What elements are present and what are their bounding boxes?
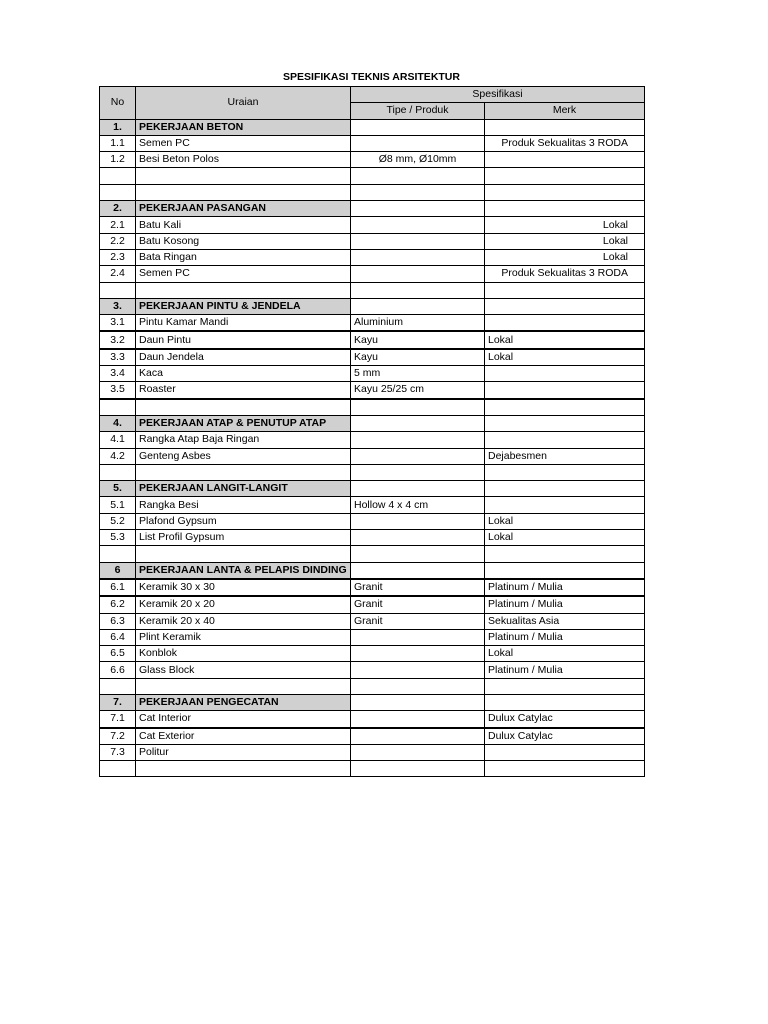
cell-tipe xyxy=(351,761,485,777)
cell-merk xyxy=(485,415,645,431)
cell-merk: Lokal xyxy=(485,513,645,529)
cell-uraian: Plint Keramik xyxy=(136,629,351,645)
cell-uraian: Konblok xyxy=(136,646,351,662)
cell-no: 7.3 xyxy=(100,744,136,760)
cell-uraian: Bata Ringan xyxy=(136,249,351,265)
header-merk: Merk xyxy=(485,103,645,119)
cell-tipe xyxy=(351,546,485,562)
header-tipe: Tipe / Produk xyxy=(351,103,485,119)
cell-tipe xyxy=(351,464,485,480)
cell-tipe xyxy=(351,744,485,760)
cell-no: 3.2 xyxy=(100,331,136,348)
cell-no: 3. xyxy=(100,298,136,314)
cell-merk xyxy=(485,152,645,168)
cell-merk: Lokal xyxy=(485,217,645,233)
cell-tipe xyxy=(351,694,485,710)
cell-tipe xyxy=(351,266,485,282)
cell-no: 1.1 xyxy=(100,135,136,151)
cell-uraian: Pintu Kamar Mandi xyxy=(136,315,351,332)
cell-no: 7.1 xyxy=(100,711,136,728)
cell-tipe xyxy=(351,119,485,135)
cell-no: 7.2 xyxy=(100,728,136,745)
cell-no: 5.3 xyxy=(100,530,136,546)
cell-uraian: PEKERJAAN PINTU & JENDELA xyxy=(136,298,351,314)
cell-no: 2.3 xyxy=(100,249,136,265)
cell-no: 4.2 xyxy=(100,448,136,464)
cell-merk: Sekualitas Asia xyxy=(485,613,645,629)
cell-uraian: Batu Kali xyxy=(136,217,351,233)
cell-uraian: Semen PC xyxy=(136,266,351,282)
cell-tipe xyxy=(351,282,485,298)
cell-no: 3.3 xyxy=(100,349,136,366)
section-row xyxy=(100,415,645,431)
cell-merk: Produk Sekualitas 3 RODA xyxy=(485,135,645,151)
cell-uraian xyxy=(136,464,351,480)
cell-merk: Lokal xyxy=(485,349,645,366)
cell-tipe: 5 mm xyxy=(351,366,485,382)
cell-tipe xyxy=(351,448,485,464)
table-row xyxy=(100,579,645,596)
table-row xyxy=(100,217,645,233)
cell-uraian: Keramik 20 x 20 xyxy=(136,596,351,613)
table-row xyxy=(100,513,645,529)
cell-uraian xyxy=(136,184,351,200)
table-row xyxy=(100,728,645,745)
cell-uraian: PEKERJAAN LANTA & PELAPIS DINDING xyxy=(136,562,351,579)
cell-no: 5.2 xyxy=(100,513,136,529)
cell-tipe xyxy=(351,728,485,745)
table-header xyxy=(100,87,645,120)
cell-no: 6.2 xyxy=(100,596,136,613)
cell-merk xyxy=(485,201,645,217)
cell-uraian xyxy=(136,399,351,416)
cell-uraian: Rangka Atap Baja Ringan xyxy=(136,432,351,448)
cell-uraian: PEKERJAAN LANGIT-LANGIT xyxy=(136,481,351,497)
table-row xyxy=(100,613,645,629)
blank-row xyxy=(100,184,645,200)
blank-row xyxy=(100,761,645,777)
cell-no: 7. xyxy=(100,694,136,710)
cell-no xyxy=(100,464,136,480)
cell-tipe xyxy=(351,249,485,265)
cell-merk: Lokal xyxy=(485,233,645,249)
table-row xyxy=(100,744,645,760)
cell-merk: Dulux Catylac xyxy=(485,728,645,745)
cell-tipe xyxy=(351,513,485,529)
header-no: No xyxy=(100,87,136,120)
cell-merk xyxy=(485,761,645,777)
table-row xyxy=(100,646,645,662)
cell-tipe xyxy=(351,530,485,546)
cell-uraian: Daun Pintu xyxy=(136,331,351,348)
cell-merk xyxy=(485,366,645,382)
cell-uraian: Glass Block xyxy=(136,662,351,678)
cell-merk: Platinum / Mulia xyxy=(485,579,645,596)
table-row xyxy=(100,382,645,399)
blank-row xyxy=(100,546,645,562)
cell-tipe xyxy=(351,432,485,448)
cell-no: 6.4 xyxy=(100,629,136,645)
cell-tipe xyxy=(351,233,485,249)
cell-uraian: Keramik 30 x 30 xyxy=(136,579,351,596)
cell-no xyxy=(100,678,136,694)
cell-uraian: Batu Kosong xyxy=(136,233,351,249)
cell-tipe: Ø8 mm, Ø10mm xyxy=(351,152,485,168)
section-row xyxy=(100,562,645,579)
cell-tipe xyxy=(351,135,485,151)
cell-uraian: Kaca xyxy=(136,366,351,382)
cell-uraian xyxy=(136,678,351,694)
cell-merk: Lokal xyxy=(485,249,645,265)
cell-merk xyxy=(485,282,645,298)
table-row xyxy=(100,152,645,168)
table-row xyxy=(100,662,645,678)
cell-no: 3.5 xyxy=(100,382,136,399)
cell-uraian: Semen PC xyxy=(136,135,351,151)
table-row xyxy=(100,596,645,613)
cell-merk: Platinum / Mulia xyxy=(485,629,645,645)
cell-uraian: Daun Jendela xyxy=(136,349,351,366)
cell-no: 6.3 xyxy=(100,613,136,629)
cell-no: 6.6 xyxy=(100,662,136,678)
cell-uraian: Politur xyxy=(136,744,351,760)
cell-tipe: Kayu 25/25 cm xyxy=(351,382,485,399)
table-row xyxy=(100,331,645,348)
cell-merk: Platinum / Mulia xyxy=(485,596,645,613)
cell-merk: Lokal xyxy=(485,530,645,546)
table-row xyxy=(100,629,645,645)
cell-uraian: Cat Interior xyxy=(136,711,351,728)
cell-merk xyxy=(485,497,645,513)
section-row xyxy=(100,694,645,710)
cell-no: 2.2 xyxy=(100,233,136,249)
cell-tipe xyxy=(351,298,485,314)
section-row xyxy=(100,298,645,314)
cell-no xyxy=(100,761,136,777)
document-title: SPESIFIKASI TEKNIS ARSITEKTUR xyxy=(283,71,460,83)
cell-no: 6.1 xyxy=(100,579,136,596)
cell-no xyxy=(100,399,136,416)
cell-no: 5.1 xyxy=(100,497,136,513)
cell-merk: Dulux Catylac xyxy=(485,711,645,728)
table-row xyxy=(100,711,645,728)
blank-row xyxy=(100,678,645,694)
cell-no: 1.2 xyxy=(100,152,136,168)
cell-merk xyxy=(485,432,645,448)
cell-merk xyxy=(485,694,645,710)
cell-uraian: PEKERJAAN ATAP & PENUTUP ATAP xyxy=(136,415,351,431)
cell-uraian: Besi Beton Polos xyxy=(136,152,351,168)
cell-merk xyxy=(485,464,645,480)
blank-row xyxy=(100,464,645,480)
cell-no xyxy=(100,546,136,562)
cell-uraian: Genteng Asbes xyxy=(136,448,351,464)
cell-merk xyxy=(485,382,645,399)
cell-no: 2. xyxy=(100,201,136,217)
cell-tipe xyxy=(351,201,485,217)
cell-merk: Lokal xyxy=(485,331,645,348)
cell-uraian: Cat Exterior xyxy=(136,728,351,745)
cell-merk: Lokal xyxy=(485,646,645,662)
cell-tipe: Granit xyxy=(351,596,485,613)
cell-tipe xyxy=(351,481,485,497)
cell-uraian: Plafond Gypsum xyxy=(136,513,351,529)
cell-no: 3.1 xyxy=(100,315,136,332)
cell-merk xyxy=(485,744,645,760)
cell-tipe xyxy=(351,646,485,662)
table-body xyxy=(100,119,645,777)
blank-row xyxy=(100,282,645,298)
table-row xyxy=(100,266,645,282)
table-row xyxy=(100,432,645,448)
cell-no: 3.4 xyxy=(100,366,136,382)
cell-merk: Platinum / Mulia xyxy=(485,662,645,678)
cell-tipe xyxy=(351,184,485,200)
cell-merk xyxy=(485,481,645,497)
cell-tipe xyxy=(351,662,485,678)
table-row xyxy=(100,530,645,546)
cell-no xyxy=(100,282,136,298)
header-spesifikasi: Spesifikasi xyxy=(351,87,645,103)
cell-tipe xyxy=(351,168,485,184)
cell-merk: Dejabesmen xyxy=(485,448,645,464)
cell-no: 1. xyxy=(100,119,136,135)
cell-no: 6.5 xyxy=(100,646,136,662)
table-row xyxy=(100,448,645,464)
cell-uraian: PEKERJAAN PASANGAN xyxy=(136,201,351,217)
table-row xyxy=(100,315,645,332)
blank-row xyxy=(100,168,645,184)
cell-uraian: Rangka Besi xyxy=(136,497,351,513)
cell-merk xyxy=(485,119,645,135)
cell-tipe: Aluminium xyxy=(351,315,485,332)
cell-merk xyxy=(485,399,645,416)
cell-uraian: Roaster xyxy=(136,382,351,399)
section-row xyxy=(100,119,645,135)
cell-uraian: PEKERJAAN PENGECATAN xyxy=(136,694,351,710)
table-row xyxy=(100,249,645,265)
cell-tipe xyxy=(351,399,485,416)
cell-no: 6 xyxy=(100,562,136,579)
cell-merk: Produk Sekualitas 3 RODA xyxy=(485,266,645,282)
cell-tipe: Hollow 4 x 4 cm xyxy=(351,497,485,513)
cell-merk xyxy=(485,168,645,184)
cell-no: 2.1 xyxy=(100,217,136,233)
cell-uraian xyxy=(136,546,351,562)
cell-uraian xyxy=(136,282,351,298)
cell-tipe: Kayu xyxy=(351,331,485,348)
section-row xyxy=(100,481,645,497)
cell-merk xyxy=(485,562,645,579)
cell-merk xyxy=(485,184,645,200)
spec-table xyxy=(99,86,645,777)
cell-no: 2.4 xyxy=(100,266,136,282)
cell-tipe xyxy=(351,711,485,728)
cell-no: 5. xyxy=(100,481,136,497)
cell-merk xyxy=(485,298,645,314)
table-row xyxy=(100,497,645,513)
table-row xyxy=(100,135,645,151)
table-row xyxy=(100,349,645,366)
cell-uraian: PEKERJAAN BETON xyxy=(136,119,351,135)
cell-no xyxy=(100,184,136,200)
cell-tipe xyxy=(351,629,485,645)
cell-no: 4. xyxy=(100,415,136,431)
cell-merk xyxy=(485,315,645,332)
cell-merk xyxy=(485,546,645,562)
cell-tipe: Granit xyxy=(351,579,485,596)
table-row xyxy=(100,366,645,382)
cell-uraian xyxy=(136,168,351,184)
cell-no xyxy=(100,168,136,184)
blank-row xyxy=(100,399,645,416)
cell-tipe xyxy=(351,415,485,431)
header-uraian: Uraian xyxy=(136,87,351,120)
cell-tipe xyxy=(351,678,485,694)
cell-uraian: List Profil Gypsum xyxy=(136,530,351,546)
cell-tipe: Granit xyxy=(351,613,485,629)
section-row xyxy=(100,201,645,217)
cell-uraian xyxy=(136,761,351,777)
cell-merk xyxy=(485,678,645,694)
cell-tipe: Kayu xyxy=(351,349,485,366)
cell-uraian: Keramik 20 x 40 xyxy=(136,613,351,629)
cell-no: 4.1 xyxy=(100,432,136,448)
cell-tipe xyxy=(351,217,485,233)
table-row xyxy=(100,233,645,249)
cell-tipe xyxy=(351,562,485,579)
